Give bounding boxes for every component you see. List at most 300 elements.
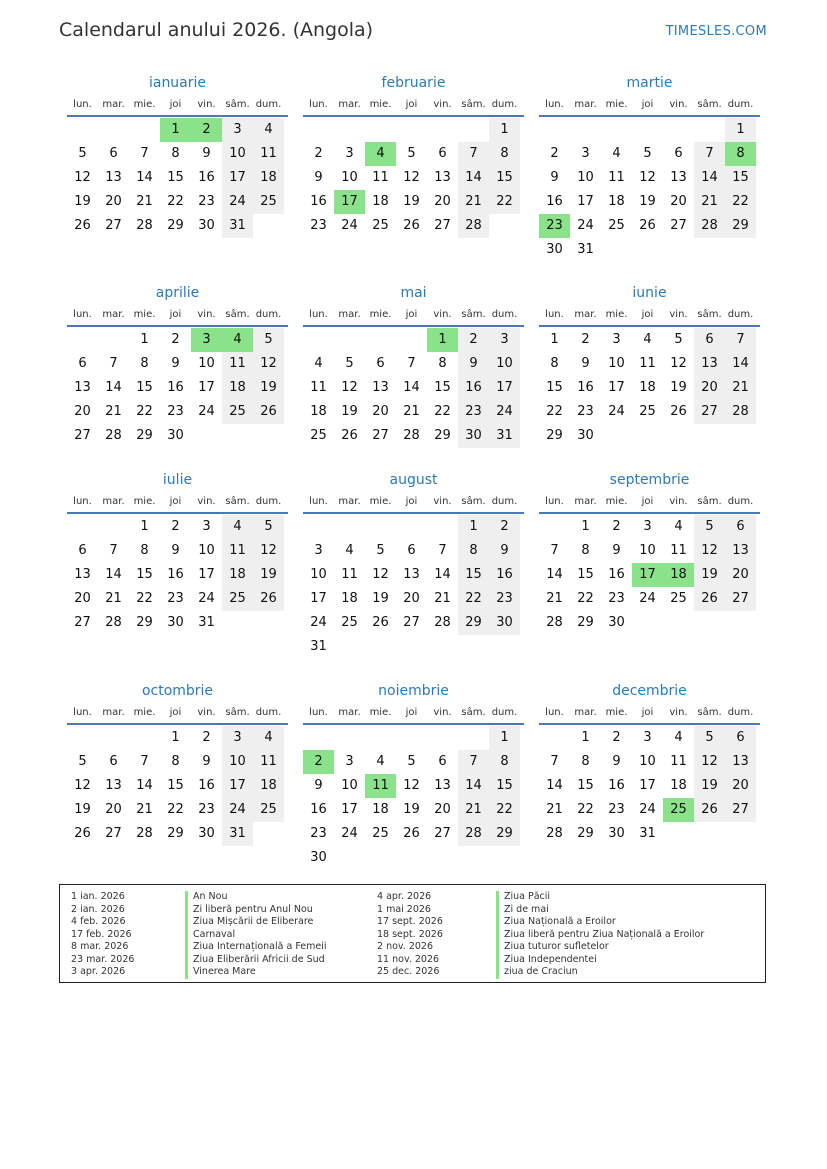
day-cell[interactable]: 18 — [372, 802, 389, 817]
day-cell[interactable]: 21 — [458, 190, 489, 214]
day-cell[interactable]: 6 — [376, 356, 385, 371]
day-cell[interactable]: 19 — [694, 774, 725, 798]
day-cell[interactable]: 8 — [489, 142, 520, 166]
day-cell[interactable]: 23 — [310, 826, 327, 841]
day-cell[interactable]: 8 — [489, 750, 520, 774]
day-cell[interactable]: 15 — [489, 774, 520, 798]
day-cell[interactable]: 13 — [105, 170, 122, 185]
day-cell[interactable]: 1 — [489, 726, 520, 750]
day-cell[interactable]: 10 — [222, 750, 253, 774]
day-cell[interactable]: 30 — [198, 218, 215, 233]
day-cell[interactable]: 6 — [725, 515, 756, 539]
day-cell[interactable]: 11 — [639, 356, 656, 371]
day-cell[interactable]: 27 — [725, 587, 756, 611]
day-cell[interactable]: 25 — [372, 218, 389, 233]
day-cell[interactable]: 6 — [438, 146, 447, 161]
day-cell[interactable]: 12 — [670, 356, 687, 371]
day-cell[interactable]: 20 — [74, 591, 91, 606]
day-cell[interactable]: 20 — [105, 802, 122, 817]
day-cell[interactable]: 2 — [202, 730, 211, 745]
day-cell[interactable]: 6 — [78, 543, 87, 558]
day-cell[interactable]: 14 — [434, 567, 451, 582]
day-cell[interactable]: 9 — [202, 146, 211, 161]
day-cell[interactable]: 13 — [725, 750, 756, 774]
day-cell[interactable]: 28 — [458, 214, 489, 238]
day-cell[interactable]: 8 — [140, 543, 149, 558]
day-cell[interactable]: 7 — [458, 142, 489, 166]
day-cell[interactable]: 23 — [489, 587, 520, 611]
day-cell[interactable]: 19 — [403, 802, 420, 817]
day-cell[interactable]: 30 — [608, 615, 625, 630]
holiday-day[interactable]: 23 — [539, 214, 570, 238]
day-cell[interactable]: 25 — [372, 826, 389, 841]
day-cell[interactable]: 6 — [674, 146, 683, 161]
day-cell[interactable]: 18 — [222, 376, 253, 400]
day-cell[interactable]: 5 — [407, 754, 416, 769]
day-cell[interactable]: 10 — [639, 754, 656, 769]
day-cell[interactable]: 10 — [639, 543, 656, 558]
day-cell[interactable]: 27 — [74, 615, 91, 630]
day-cell[interactable]: 7 — [140, 146, 149, 161]
day-cell[interactable]: 16 — [608, 778, 625, 793]
day-cell[interactable]: 11 — [341, 567, 358, 582]
day-cell[interactable]: 16 — [608, 567, 625, 582]
day-cell[interactable]: 11 — [670, 754, 687, 769]
day-cell[interactable]: 27 — [434, 826, 451, 841]
day-cell[interactable]: 29 — [167, 826, 184, 841]
day-cell[interactable]: 5 — [407, 146, 416, 161]
day-cell[interactable]: 25 — [253, 798, 284, 822]
day-cell[interactable]: 10 — [608, 356, 625, 371]
day-cell[interactable]: 14 — [694, 166, 725, 190]
day-cell[interactable]: 24 — [222, 798, 253, 822]
day-cell[interactable]: 2 — [314, 146, 323, 161]
day-cell[interactable]: 18 — [253, 774, 284, 798]
day-cell[interactable]: 5 — [694, 515, 725, 539]
day-cell[interactable]: 29 — [489, 822, 520, 846]
day-cell[interactable]: 11 — [222, 352, 253, 376]
day-cell[interactable]: 6 — [725, 726, 756, 750]
day-cell[interactable]: 23 — [198, 194, 215, 209]
day-cell[interactable]: 28 — [403, 428, 420, 443]
day-cell[interactable]: 1 — [458, 515, 489, 539]
day-cell[interactable]: 14 — [546, 778, 563, 793]
day-cell[interactable]: 29 — [136, 428, 153, 443]
day-cell[interactable]: 30 — [198, 826, 215, 841]
day-cell[interactable]: 4 — [314, 356, 323, 371]
day-cell[interactable]: 8 — [171, 146, 180, 161]
day-cell[interactable]: 16 — [489, 563, 520, 587]
day-cell[interactable]: 21 — [725, 376, 756, 400]
day-cell[interactable]: 19 — [341, 404, 358, 419]
day-cell[interactable]: 28 — [434, 615, 451, 630]
day-cell[interactable]: 8 — [438, 356, 447, 371]
day-cell[interactable]: 15 — [725, 166, 756, 190]
day-cell[interactable]: 27 — [74, 428, 91, 443]
day-cell[interactable]: 19 — [670, 380, 687, 395]
day-cell[interactable]: 1 — [171, 730, 180, 745]
day-cell[interactable]: 4 — [612, 146, 621, 161]
day-cell[interactable]: 24 — [608, 404, 625, 419]
day-cell[interactable]: 18 — [253, 166, 284, 190]
day-cell[interactable]: 26 — [639, 218, 656, 233]
day-cell[interactable]: 20 — [725, 774, 756, 798]
day-cell[interactable]: 5 — [78, 146, 87, 161]
day-cell[interactable]: 28 — [136, 218, 153, 233]
day-cell[interactable]: 17 — [222, 166, 253, 190]
day-cell[interactable]: 24 — [310, 615, 327, 630]
day-cell[interactable]: 27 — [694, 400, 725, 424]
day-cell[interactable]: 14 — [458, 166, 489, 190]
day-cell[interactable]: 21 — [105, 591, 122, 606]
day-cell[interactable]: 14 — [105, 380, 122, 395]
day-cell[interactable]: 31 — [198, 615, 215, 630]
day-cell[interactable]: 25 — [310, 428, 327, 443]
day-cell[interactable]: 4 — [376, 754, 385, 769]
day-cell[interactable]: 11 — [310, 380, 327, 395]
day-cell[interactable]: 28 — [105, 615, 122, 630]
day-cell[interactable]: 9 — [612, 543, 621, 558]
day-cell[interactable]: 20 — [434, 194, 451, 209]
day-cell[interactable]: 8 — [550, 356, 559, 371]
day-cell[interactable]: 26 — [74, 218, 91, 233]
day-cell[interactable]: 9 — [550, 170, 559, 185]
day-cell[interactable]: 31 — [639, 826, 656, 841]
day-cell[interactable]: 4 — [674, 730, 683, 745]
day-cell[interactable]: 22 — [434, 404, 451, 419]
day-cell[interactable]: 31 — [222, 822, 253, 846]
day-cell[interactable]: 22 — [577, 802, 594, 817]
day-cell[interactable]: 18 — [222, 563, 253, 587]
day-cell[interactable]: 7 — [109, 543, 118, 558]
day-cell[interactable]: 21 — [458, 798, 489, 822]
day-cell[interactable]: 25 — [222, 587, 253, 611]
day-cell[interactable]: 29 — [434, 428, 451, 443]
day-cell[interactable]: 18 — [341, 591, 358, 606]
day-cell[interactable]: 26 — [694, 587, 725, 611]
day-cell[interactable]: 12 — [253, 539, 284, 563]
day-cell[interactable]: 15 — [489, 166, 520, 190]
day-cell[interactable]: 13 — [434, 778, 451, 793]
day-cell[interactable]: 17 — [222, 774, 253, 798]
day-cell[interactable]: 12 — [341, 380, 358, 395]
day-cell[interactable]: 22 — [489, 798, 520, 822]
holiday-day[interactable]: 3 — [191, 328, 222, 352]
day-cell[interactable]: 11 — [253, 750, 284, 774]
day-cell[interactable]: 6 — [694, 328, 725, 352]
day-cell[interactable]: 7 — [550, 754, 559, 769]
day-cell[interactable]: 19 — [694, 563, 725, 587]
day-cell[interactable]: 23 — [167, 591, 184, 606]
day-cell[interactable]: 1 — [140, 519, 149, 534]
day-cell[interactable]: 25 — [670, 591, 687, 606]
day-cell[interactable]: 12 — [694, 750, 725, 774]
day-cell[interactable]: 3 — [489, 328, 520, 352]
day-cell[interactable]: 26 — [253, 400, 284, 424]
holiday-day[interactable]: 17 — [334, 190, 365, 214]
day-cell[interactable]: 3 — [345, 754, 354, 769]
day-cell[interactable]: 15 — [136, 567, 153, 582]
day-cell[interactable]: 8 — [458, 539, 489, 563]
day-cell[interactable]: 22 — [725, 190, 756, 214]
day-cell[interactable]: 10 — [198, 356, 215, 371]
day-cell[interactable]: 2 — [581, 332, 590, 347]
day-cell[interactable]: 3 — [222, 726, 253, 750]
day-cell[interactable]: 19 — [372, 591, 389, 606]
day-cell[interactable]: 2 — [550, 146, 559, 161]
day-cell[interactable]: 6 — [109, 754, 118, 769]
day-cell[interactable]: 18 — [639, 380, 656, 395]
day-cell[interactable]: 24 — [198, 591, 215, 606]
day-cell[interactable]: 17 — [577, 194, 594, 209]
day-cell[interactable]: 16 — [546, 194, 563, 209]
holiday-day[interactable]: 8 — [725, 142, 756, 166]
day-cell[interactable]: 9 — [171, 543, 180, 558]
day-cell[interactable]: 1 — [550, 332, 559, 347]
day-cell[interactable]: 30 — [167, 428, 184, 443]
day-cell[interactable]: 17 — [310, 591, 327, 606]
day-cell[interactable]: 30 — [577, 428, 594, 443]
day-cell[interactable]: 22 — [577, 591, 594, 606]
day-cell[interactable]: 3 — [202, 519, 211, 534]
day-cell[interactable]: 21 — [136, 802, 153, 817]
day-cell[interactable]: 18 — [608, 194, 625, 209]
day-cell[interactable]: 25 — [222, 400, 253, 424]
day-cell[interactable]: 9 — [171, 356, 180, 371]
day-cell[interactable]: 5 — [674, 332, 683, 347]
day-cell[interactable]: 26 — [694, 798, 725, 822]
day-cell[interactable]: 29 — [725, 214, 756, 238]
day-cell[interactable]: 17 — [198, 567, 215, 582]
holiday-day[interactable]: 4 — [365, 142, 396, 166]
day-cell[interactable]: 6 — [109, 146, 118, 161]
day-cell[interactable]: 20 — [725, 563, 756, 587]
day-cell[interactable]: 28 — [105, 428, 122, 443]
day-cell[interactable]: 16 — [167, 380, 184, 395]
day-cell[interactable]: 3 — [643, 519, 652, 534]
day-cell[interactable]: 18 — [670, 778, 687, 793]
day-cell[interactable]: 29 — [577, 615, 594, 630]
day-cell[interactable]: 14 — [546, 567, 563, 582]
day-cell[interactable]: 19 — [253, 563, 284, 587]
day-cell[interactable]: 28 — [694, 214, 725, 238]
day-cell[interactable]: 4 — [253, 726, 284, 750]
day-cell[interactable]: 20 — [74, 404, 91, 419]
day-cell[interactable]: 25 — [639, 404, 656, 419]
day-cell[interactable]: 12 — [403, 778, 420, 793]
day-cell[interactable]: 1 — [581, 519, 590, 534]
day-cell[interactable]: 11 — [222, 539, 253, 563]
day-cell[interactable]: 29 — [546, 428, 563, 443]
day-cell[interactable]: 23 — [577, 404, 594, 419]
day-cell[interactable]: 10 — [341, 778, 358, 793]
day-cell[interactable]: 11 — [670, 543, 687, 558]
day-cell[interactable]: 20 — [694, 376, 725, 400]
day-cell[interactable]: 12 — [694, 539, 725, 563]
day-cell[interactable]: 4 — [222, 515, 253, 539]
day-cell[interactable]: 9 — [612, 754, 621, 769]
day-cell[interactable]: 7 — [407, 356, 416, 371]
day-cell[interactable]: 22 — [136, 404, 153, 419]
day-cell[interactable]: 29 — [577, 826, 594, 841]
day-cell[interactable]: 3 — [314, 543, 323, 558]
day-cell[interactable]: 11 — [372, 170, 389, 185]
day-cell[interactable]: 4 — [345, 543, 354, 558]
day-cell[interactable]: 12 — [253, 352, 284, 376]
day-cell[interactable]: 17 — [639, 778, 656, 793]
day-cell[interactable]: 18 — [372, 194, 389, 209]
day-cell[interactable]: 24 — [489, 400, 520, 424]
day-cell[interactable]: 17 — [489, 376, 520, 400]
day-cell[interactable]: 26 — [74, 826, 91, 841]
day-cell[interactable]: 7 — [725, 328, 756, 352]
day-cell[interactable]: 10 — [222, 142, 253, 166]
day-cell[interactable]: 24 — [198, 404, 215, 419]
holiday-day[interactable]: 11 — [365, 774, 396, 798]
day-cell[interactable]: 24 — [577, 218, 594, 233]
day-cell[interactable]: 8 — [581, 754, 590, 769]
day-cell[interactable]: 15 — [546, 380, 563, 395]
day-cell[interactable]: 24 — [341, 826, 358, 841]
day-cell[interactable]: 29 — [458, 611, 489, 635]
day-cell[interactable]: 24 — [341, 218, 358, 233]
day-cell[interactable]: 10 — [198, 543, 215, 558]
day-cell[interactable]: 11 — [253, 142, 284, 166]
day-cell[interactable]: 13 — [372, 380, 389, 395]
day-cell[interactable]: 5 — [376, 543, 385, 558]
day-cell[interactable]: 31 — [222, 214, 253, 238]
day-cell[interactable]: 12 — [74, 778, 91, 793]
day-cell[interactable]: 27 — [105, 826, 122, 841]
day-cell[interactable]: 7 — [550, 543, 559, 558]
day-cell[interactable]: 18 — [310, 404, 327, 419]
day-cell[interactable]: 17 — [198, 380, 215, 395]
day-cell[interactable]: 28 — [546, 615, 563, 630]
day-cell[interactable]: 13 — [670, 170, 687, 185]
day-cell[interactable]: 9 — [314, 170, 323, 185]
day-cell[interactable]: 5 — [253, 515, 284, 539]
day-cell[interactable]: 23 — [167, 404, 184, 419]
day-cell[interactable]: 2 — [458, 328, 489, 352]
day-cell[interactable]: 1 — [725, 118, 756, 142]
day-cell[interactable]: 25 — [608, 218, 625, 233]
day-cell[interactable]: 26 — [403, 826, 420, 841]
day-cell[interactable]: 31 — [310, 639, 327, 654]
day-cell[interactable]: 12 — [639, 170, 656, 185]
day-cell[interactable]: 30 — [458, 424, 489, 448]
day-cell[interactable]: 1 — [489, 118, 520, 142]
day-cell[interactable]: 7 — [109, 356, 118, 371]
day-cell[interactable]: 9 — [581, 356, 590, 371]
day-cell[interactable]: 30 — [546, 242, 563, 257]
day-cell[interactable]: 25 — [341, 615, 358, 630]
day-cell[interactable]: 14 — [458, 774, 489, 798]
day-cell[interactable]: 29 — [136, 615, 153, 630]
day-cell[interactable]: 4 — [643, 332, 652, 347]
day-cell[interactable]: 4 — [253, 118, 284, 142]
day-cell[interactable]: 26 — [670, 404, 687, 419]
day-cell[interactable]: 23 — [608, 802, 625, 817]
day-cell[interactable]: 21 — [694, 190, 725, 214]
day-cell[interactable]: 19 — [74, 802, 91, 817]
day-cell[interactable]: 6 — [438, 754, 447, 769]
day-cell[interactable]: 29 — [167, 218, 184, 233]
day-cell[interactable]: 16 — [577, 380, 594, 395]
day-cell[interactable]: 16 — [167, 567, 184, 582]
day-cell[interactable]: 23 — [458, 400, 489, 424]
day-cell[interactable]: 20 — [372, 404, 389, 419]
holiday-day[interactable]: 4 — [222, 328, 253, 352]
day-cell[interactable]: 24 — [222, 190, 253, 214]
day-cell[interactable]: 14 — [136, 778, 153, 793]
day-cell[interactable]: 4 — [674, 519, 683, 534]
day-cell[interactable]: 21 — [546, 591, 563, 606]
day-cell[interactable]: 23 — [608, 591, 625, 606]
day-cell[interactable]: 14 — [403, 380, 420, 395]
day-cell[interactable]: 3 — [345, 146, 354, 161]
day-cell[interactable]: 24 — [639, 591, 656, 606]
day-cell[interactable]: 6 — [78, 356, 87, 371]
day-cell[interactable]: 26 — [341, 428, 358, 443]
day-cell[interactable]: 3 — [581, 146, 590, 161]
holiday-day[interactable]: 2 — [191, 118, 222, 142]
day-cell[interactable]: 30 — [310, 850, 327, 865]
holiday-day[interactable]: 25 — [663, 798, 694, 822]
day-cell[interactable]: 22 — [458, 587, 489, 611]
day-cell[interactable]: 13 — [694, 352, 725, 376]
day-cell[interactable]: 21 — [434, 591, 451, 606]
day-cell[interactable]: 30 — [608, 826, 625, 841]
day-cell[interactable]: 15 — [577, 778, 594, 793]
holiday-day[interactable]: 1 — [427, 328, 458, 352]
day-cell[interactable]: 31 — [577, 242, 594, 257]
day-cell[interactable]: 5 — [694, 726, 725, 750]
day-cell[interactable]: 15 — [458, 563, 489, 587]
day-cell[interactable]: 22 — [546, 404, 563, 419]
day-cell[interactable]: 2 — [612, 730, 621, 745]
day-cell[interactable]: 9 — [458, 352, 489, 376]
day-cell[interactable]: 1 — [140, 332, 149, 347]
day-cell[interactable]: 2 — [489, 515, 520, 539]
day-cell[interactable]: 7 — [140, 754, 149, 769]
day-cell[interactable]: 16 — [198, 778, 215, 793]
day-cell[interactable]: 9 — [314, 778, 323, 793]
day-cell[interactable]: 20 — [403, 591, 420, 606]
day-cell[interactable]: 9 — [489, 539, 520, 563]
day-cell[interactable]: 31 — [489, 424, 520, 448]
day-cell[interactable]: 10 — [577, 170, 594, 185]
day-cell[interactable]: 22 — [489, 190, 520, 214]
day-cell[interactable]: 27 — [670, 218, 687, 233]
day-cell[interactable]: 21 — [403, 404, 420, 419]
day-cell[interactable]: 5 — [78, 754, 87, 769]
day-cell[interactable]: 27 — [434, 218, 451, 233]
holiday-day[interactable]: 18 — [663, 563, 694, 587]
day-cell[interactable]: 8 — [581, 543, 590, 558]
day-cell[interactable]: 10 — [489, 352, 520, 376]
day-cell[interactable]: 3 — [222, 118, 253, 142]
day-cell[interactable]: 15 — [434, 380, 451, 395]
day-cell[interactable]: 20 — [434, 802, 451, 817]
day-cell[interactable]: 17 — [608, 380, 625, 395]
day-cell[interactable]: 2 — [171, 332, 180, 347]
day-cell[interactable]: 30 — [489, 611, 520, 635]
day-cell[interactable]: 16 — [198, 170, 215, 185]
day-cell[interactable]: 13 — [74, 567, 91, 582]
day-cell[interactable]: 8 — [171, 754, 180, 769]
day-cell[interactable]: 26 — [372, 615, 389, 630]
day-cell[interactable]: 27 — [725, 798, 756, 822]
